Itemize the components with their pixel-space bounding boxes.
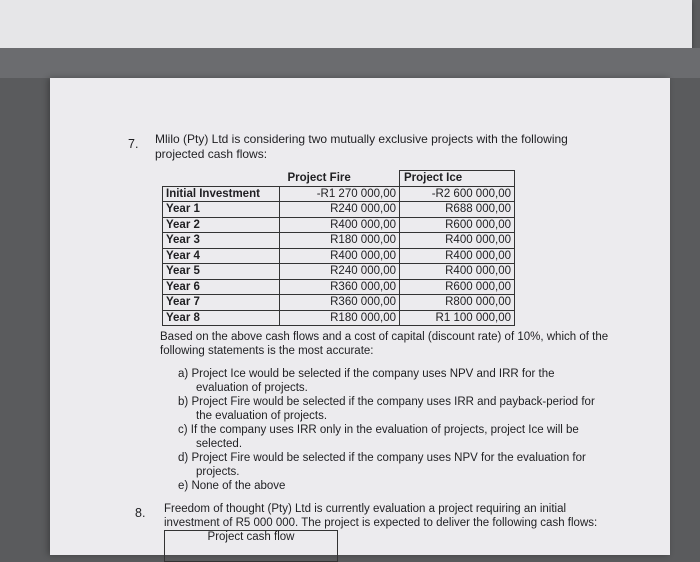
table-row <box>163 279 515 295</box>
question-7-number: 7. <box>128 137 139 151</box>
option-text: Project Ice would be selected if the company uses NPV and IRR for the evaluation of projects. <box>191 368 555 394</box>
row-label: Year 6 <box>163 279 280 295</box>
page-gap <box>0 48 700 78</box>
option-e[interactable] <box>178 480 610 494</box>
option-b[interactable] <box>178 396 610 423</box>
fire-value: -R1 270 000,00 <box>280 186 400 202</box>
option-letter: e) <box>178 480 189 492</box>
option-a[interactable] <box>178 368 610 395</box>
ice-value: R600 000,00 <box>400 279 515 295</box>
question-8-number: 8. <box>135 506 146 520</box>
previous-page <box>0 0 692 48</box>
fire-value: R400 000,00 <box>280 217 400 233</box>
table-header-row <box>163 171 515 187</box>
table-row <box>163 264 515 280</box>
table-row <box>163 202 515 218</box>
table-row <box>163 248 515 264</box>
ice-value: R800 000,00 <box>400 295 515 311</box>
fire-value: R180 000,00 <box>280 233 400 249</box>
ice-value: -R2 600 000,00 <box>400 186 515 202</box>
answer-options <box>178 368 610 495</box>
fire-value: R360 000,00 <box>280 295 400 311</box>
table-row <box>163 217 515 233</box>
option-text: None of the above <box>191 480 286 492</box>
ice-value: R400 000,00 <box>400 264 515 280</box>
header-project-ice: Project Ice <box>400 171 515 187</box>
ice-value: R600 000,00 <box>400 217 515 233</box>
ice-value: R400 000,00 <box>400 248 515 264</box>
table-row <box>163 186 515 202</box>
ice-value: R688 000,00 <box>400 202 515 218</box>
question-8-text: Freedom of thought (Pty) Ltd is currently evaluation a project requiring an initial investment of R5 000 000. The project is expected to deliver the following cash flows: <box>164 503 598 529</box>
row-label: Year 7 <box>163 295 280 311</box>
header-blank <box>163 171 280 187</box>
row-label: Year 1 <box>163 202 280 218</box>
option-letter: d) <box>178 452 189 464</box>
row-label: Year 5 <box>163 264 280 280</box>
fire-value: R240 000,00 <box>280 264 400 280</box>
option-d[interactable] <box>178 452 610 479</box>
fire-value: R180 000,00 <box>280 310 400 326</box>
fire-value: R360 000,00 <box>280 279 400 295</box>
row-label: Year 8 <box>163 310 280 326</box>
table-row <box>163 310 515 326</box>
table-row <box>163 233 515 249</box>
question-7-text: Mlilo (Pty) Ltd is considering two mutually exclusive projects with the following projected cash flows: <box>155 132 568 161</box>
header-project-fire: Project Fire <box>287 171 351 184</box>
option-letter: a) <box>178 368 189 380</box>
row-label: Year 4 <box>163 248 280 264</box>
option-text: Project Fire would be selected if the company uses NPV for the evaluation for projects. <box>191 452 586 478</box>
row-label: Initial Investment <box>163 186 280 202</box>
project-cash-flow-header: Project cash flow <box>164 530 338 562</box>
question-7-prompt: Based on the above cash flows and a cost of capital (discount rate) of 10%, which of the following statements is the most accurate: <box>160 331 609 357</box>
row-label: Year 2 <box>163 217 280 233</box>
ice-value: R1 100 000,00 <box>400 310 515 326</box>
option-c[interactable] <box>178 424 610 451</box>
option-letter: c) <box>178 424 188 436</box>
option-text: If the company uses IRR only in the evaluation of projects, project Ice will be selected. <box>190 424 579 450</box>
option-text: Project Fire would be selected if the company uses IRR and payback-period for the evaluation of projects. <box>191 396 595 422</box>
cash-flow-table <box>162 170 515 326</box>
fire-value: R240 000,00 <box>280 202 400 218</box>
ice-value: R400 000,00 <box>400 233 515 249</box>
row-label: Year 3 <box>163 233 280 249</box>
fire-value: R400 000,00 <box>280 248 400 264</box>
table-row <box>163 295 515 311</box>
option-letter: b) <box>178 396 189 408</box>
